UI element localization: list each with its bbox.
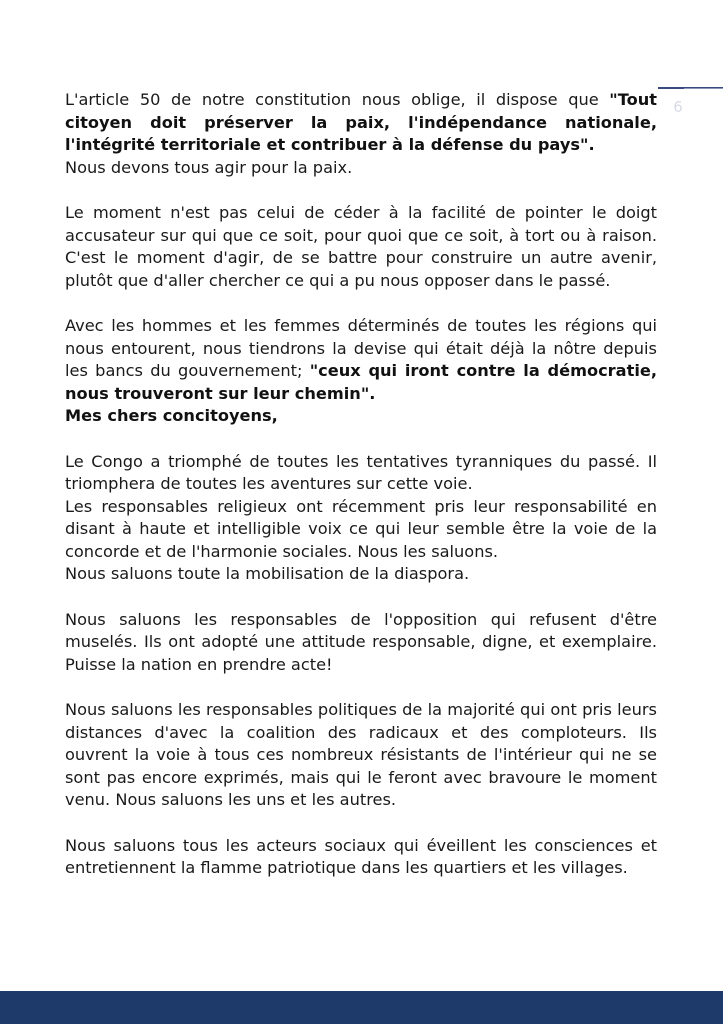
paragraph-opposition: Nous saluons les responsables de l'opposition qui refusent d'être muselés. Ils ont adopté une attitude responsable, digne, et exemplaire. Puisse la nation en prendre acte! [65, 609, 657, 674]
paragraph-diaspora: Nous saluons toute la mobilisation de la diaspora. [65, 564, 470, 584]
salutation: Mes chers concitoyens, [65, 406, 278, 426]
document-body [65, 89, 657, 880]
page-number-mark: 6 [673, 98, 683, 116]
paragraph-text: Avec les hommes et les femmes déterminés de toutes les régions qui nous entourent, nous tiendrons la devise qui était déjà la nôtre depuis les bancs du gouvernement; [65, 315, 657, 381]
footer-band [0, 991, 723, 1024]
header-rule-thin [684, 88, 723, 89]
paragraph-text: Nous devons tous agir pour la paix. [65, 157, 353, 177]
paragraph-article-50 [65, 89, 657, 157]
devise-quote: "ceux qui iront contre la démocratie, nous trouveront sur leur chemin". [65, 361, 657, 403]
paragraph-text: L'article 50 de notre constitution nous oblige, il dispose que [65, 90, 610, 109]
paragraph-devise [65, 315, 657, 405]
paragraph-moment: Le moment n'est pas celui de céder à la facilité de pointer le doigt accusateur sur qui que ce soit, pour quoi que ce soit, à tort ou à raison. C'est le moment d'agir, de se battre pour construire un autre avenir, plutôt que d'aller chercher ce qui a pu nous opposer dans le passé. [65, 202, 657, 290]
constitution-quote: "Tout citoyen doit préserver la paix, l'indépendance nationale, l'intégrité territoriale et contribuer à la défense du pays". [65, 90, 657, 155]
paragraph-majorite: Nous saluons les responsables politiques de la majorité qui ont pris leurs distances d'avec la coalition des radicaux et des comploteurs. Ils ouvrent la voie à tous ces nombreux résistants de l'intérieur qui ne se sont pas encore exprimés, mais qui le feront avec bravoure le moment venu. Nous saluons les uns et les autres. [65, 700, 657, 810]
paragraph-religieux: Les responsables religieux ont récemment pris leur responsabilité en disant à haute et intelligible voix ce qui leur semble être la voie de la concorde et de l'harmonie sociales. Nous les saluons. [65, 496, 657, 561]
paragraph-acteurs-sociaux: Nous saluons tous les acteurs sociaux qui éveillent les consciences et entretiennent la flamme patriotique dans les quartiers et les villages. [65, 835, 657, 878]
paragraph-congo: Le Congo a triomphé de toutes les tentatives tyranniques du passé. Il triomphera de toutes les aventures sur cette voie. [65, 451, 657, 494]
